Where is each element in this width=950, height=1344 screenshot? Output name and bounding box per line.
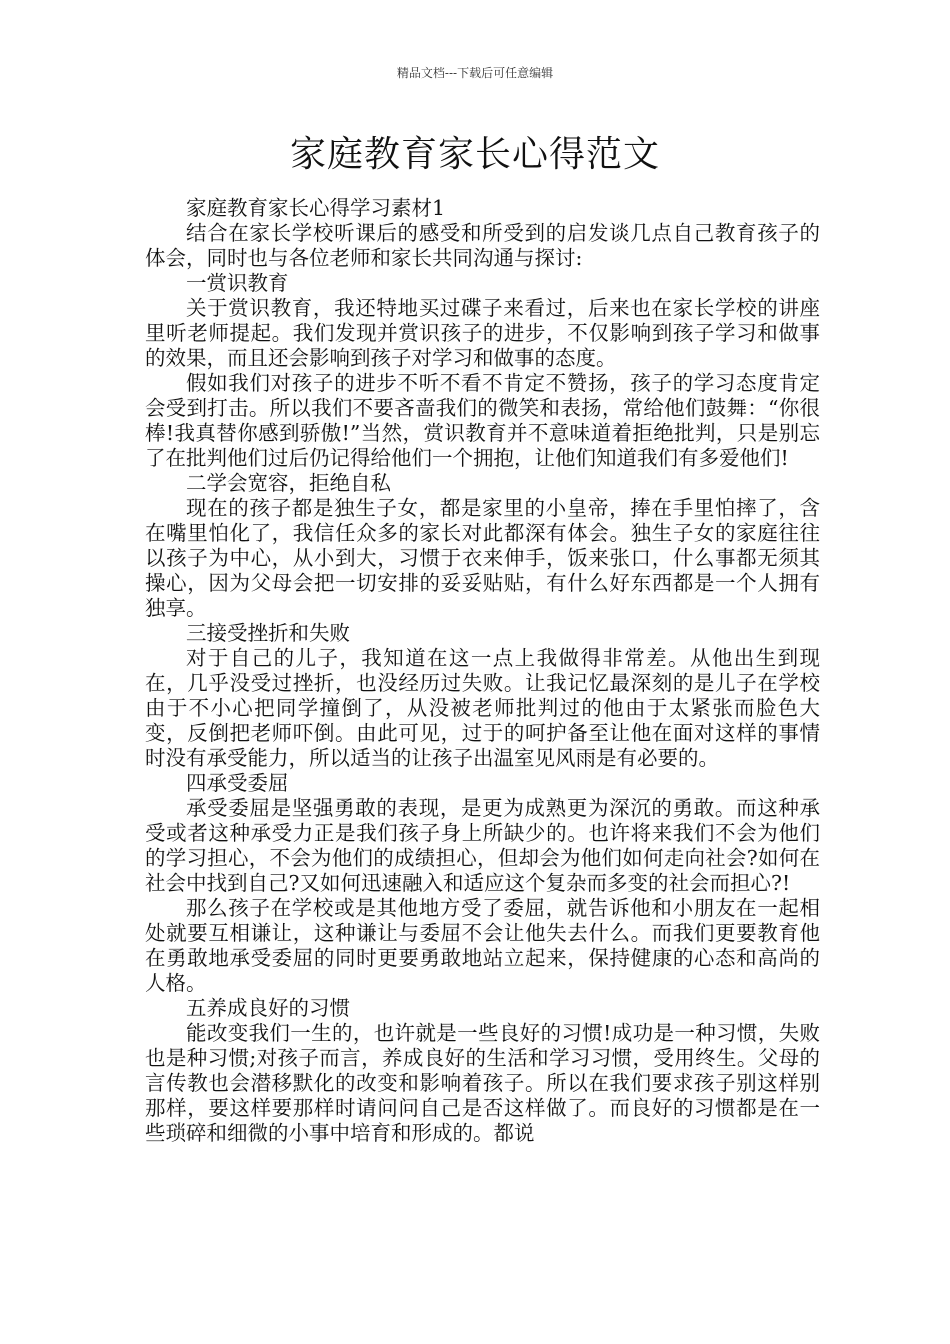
paragraph: 承受委屈是坚强勇敢的表现，是更为成熟更为深沉的勇敢。而这种承受或者这种承受力正是我们孩子身上所缺少的。也许将来我们不会为他们的学习担心，不会为他们的成绩担心，但却会为他们如何走向社会?如何在社会中找到自己?又如何迅速融入和适应这个复杂而多变的社会而担心?! [145, 796, 820, 895]
header-note: 精品文档---下载后可任意编辑 [396, 66, 554, 80]
document-title: 家庭教育家长心得范文 [289, 134, 660, 175]
paragraph: 那么孩子在学校或是其他地方受了委屈，就告诉他和小朋友在一起相处就要互相谦让，这种谦让与委屈不会让他失去什么。而我们更要教育他在勇敢地承受委屈的同时更要勇敢地站立起来，保持健康的心态和高尚的人格。 [145, 896, 820, 995]
section-heading: 三接受挫折和失败 [186, 621, 350, 645]
section-heading: 四承受委屈 [186, 771, 289, 795]
paragraph: 现在的孩子都是独生子女，都是家里的小皇帝，捧在手里怕摔了，含在嘴里怕化了，我信任众多的家长对此都深有体会。独生子女的家庭往往以孩子为中心，从小到大，习惯于衣来伸手，饭来张口，什么事都无须其操心，因为父母会把一切安排的妥妥贴贴，有什么好东西都是一个人拥有独享。 [145, 496, 820, 620]
paragraph: 假如我们对孩子的进步不听不看不肯定不赞扬，孩子的学习态度肯定会受到打击。所以我们不要吝啬我们的微笑和表扬，常给他们鼓舞：“你很棒!我真替你感到骄傲!”当然，赏识教育并不意味道着拒绝批判，只是别忘了在批判他们过后仍记得给他们一个拥抱，让他们知道我们有多爱他们! [145, 371, 820, 470]
paragraph-subtitle: 家庭教育家长心得学习素材1 [186, 196, 446, 220]
section-heading: 一赏识教育 [186, 271, 289, 295]
paragraph: 能改变我们一生的，也许就是一些良好的习惯!成功是一种习惯，失败也是种习惯;对孩子而言，养成良好的生活和学习习惯，受用终生。父母的言传教也会潜移默化的改变和影响着孩子。所以在我们要求孩子别这样别那样，要这样要那样时请问问自己是否这样做了。而良好的习惯都是在一些琐碎和细微的小事中培育和形成的。都说 [145, 1021, 820, 1145]
section-heading: 二学会宽容，拒绝自私 [186, 471, 391, 495]
paragraph: 对于自己的儿子，我知道在这一点上我做得非常差。从他出生到现在，几乎没受过挫折，也没经历过失败。让我记忆最深刻的是儿子在学校由于不小心把同学撞倒了，从没被老师批判过的他由于太紧张而脸色大变，反倒把老师吓倒。由此可见，过于的呵护备至让他在面对这样的事情时没有承受能力，所以适当的让孩子出温室见风雨是有必要的。 [145, 646, 820, 770]
document-body [145, 196, 820, 1146]
section-heading: 五养成良好的习惯 [186, 996, 350, 1020]
paragraph: 结合在家长学校听课后的感受和所受到的启发谈几点自己教育孩子的体会，同时也与各位老师和家长共同沟通与探讨: [145, 221, 820, 270]
paragraph: 关于赏识教育，我还特地买过碟子来看过，后来也在家长学校的讲座里听老师提起。我们发现并赏识孩子的进步，不仅影响到孩子学习和做事的效果，而且还会影响到孩子对学习和做事的态度。 [145, 296, 820, 370]
